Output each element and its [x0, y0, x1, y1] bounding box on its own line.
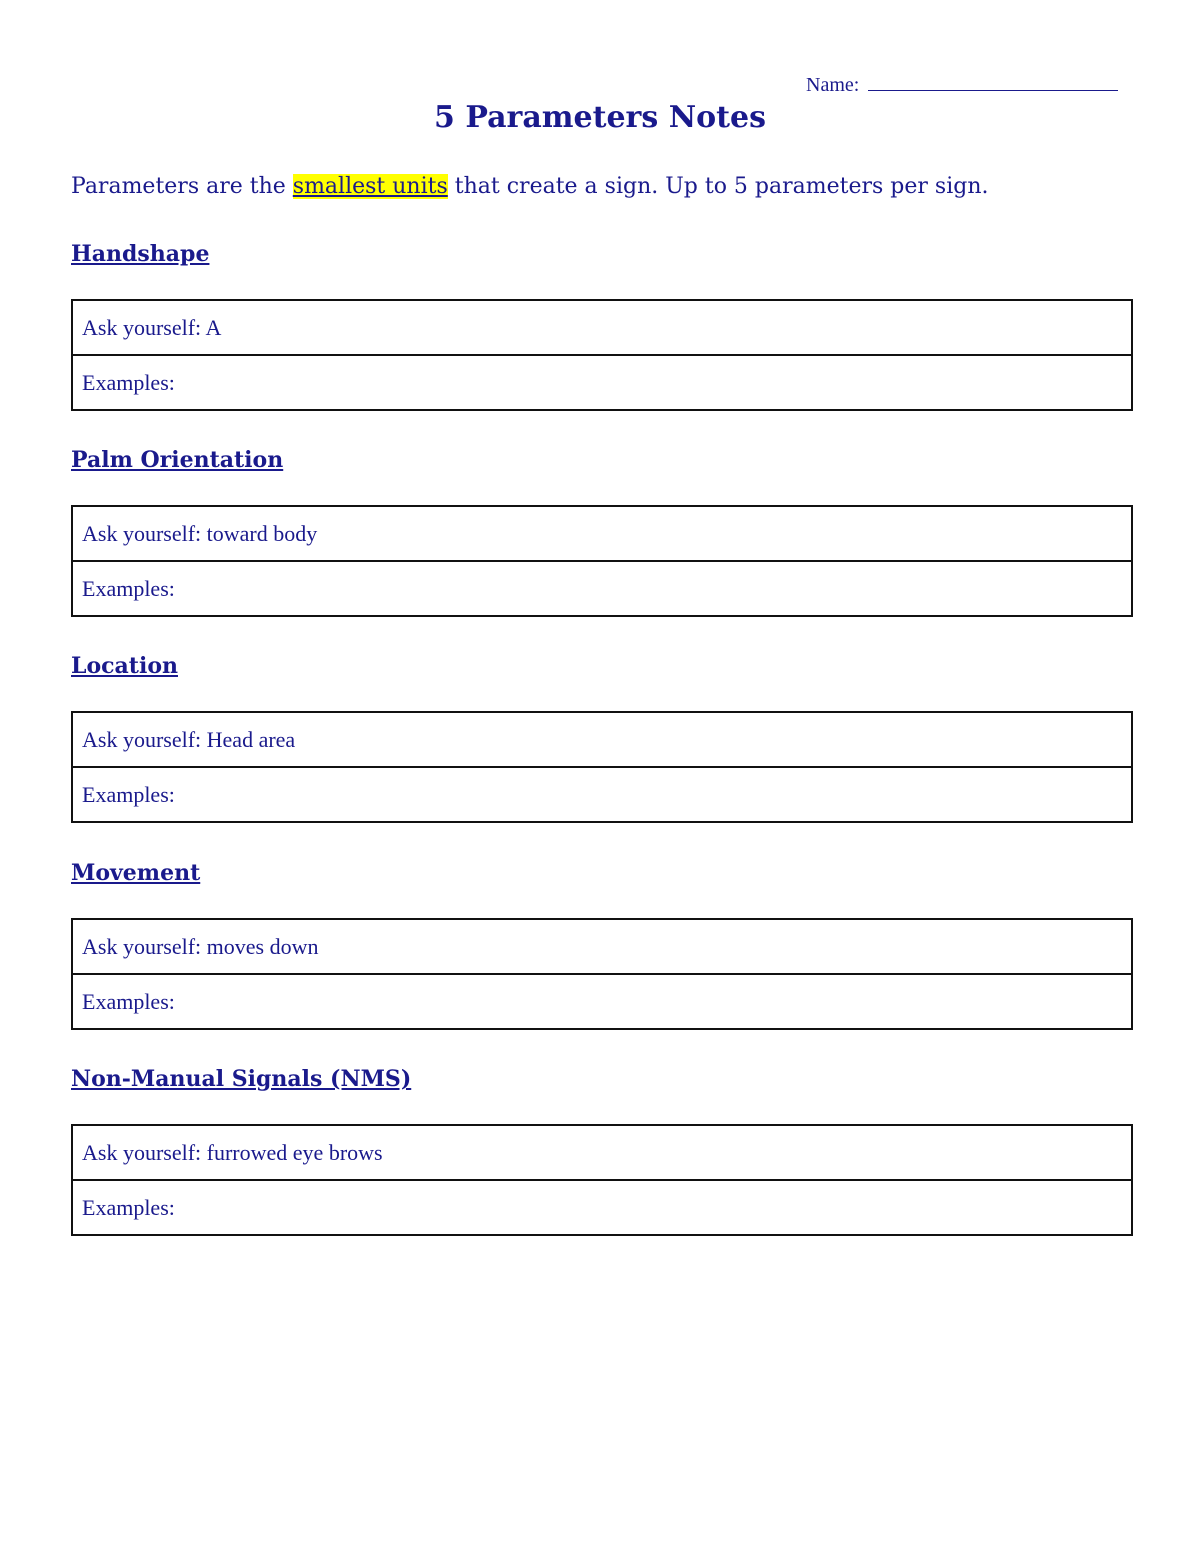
name-label: Name: — [806, 74, 860, 96]
ask-yourself-row[interactable]: Ask yourself: A — [82, 315, 222, 340]
section-location — [71, 651, 1133, 823]
intro-sentence — [71, 174, 988, 199]
examples-row[interactable]: Examples: — [73, 560, 1131, 615]
notes-box — [71, 299, 1133, 411]
examples-row[interactable]: Examples: — [73, 1179, 1131, 1234]
examples-row[interactable]: Examples: — [73, 354, 1131, 409]
examples-row[interactable]: Examples: — [73, 766, 1131, 821]
section-heading: Handshape — [71, 241, 210, 267]
ask-yourself-row[interactable]: Ask yourself: toward body — [82, 521, 318, 546]
intro-highlight: smallest units — [292, 174, 448, 199]
section-heading: Non-Manual Signals (NMS) — [71, 1066, 412, 1092]
notes-box — [71, 918, 1133, 1030]
section-handshape — [71, 239, 1133, 411]
section-heading: Movement — [71, 860, 201, 886]
intro-text-before: Parameters are the — [71, 174, 293, 199]
page-title: 5 Parameters Notes — [434, 100, 766, 135]
section-heading: Palm Orientation — [71, 447, 284, 473]
name-field[interactable] — [806, 74, 1118, 97]
section-palm-orientation — [71, 445, 1133, 617]
name-blank-line[interactable] — [868, 76, 1118, 91]
section-movement — [71, 858, 1133, 1030]
notes-box — [71, 711, 1133, 823]
section-non-manual-signals — [71, 1064, 1133, 1236]
ask-yourself-row[interactable]: Ask yourself: Head area — [82, 727, 296, 752]
examples-row[interactable]: Examples: — [73, 973, 1131, 1028]
section-heading: Location — [71, 653, 178, 679]
ask-yourself-row[interactable]: Ask yourself: furrowed eye brows — [82, 1140, 383, 1165]
notes-box — [71, 1124, 1133, 1236]
intro-text-after: that create a sign. Up to 5 parameters per sign. — [447, 174, 989, 199]
ask-yourself-row[interactable]: Ask yourself: moves down — [82, 934, 319, 959]
notes-box — [71, 505, 1133, 617]
